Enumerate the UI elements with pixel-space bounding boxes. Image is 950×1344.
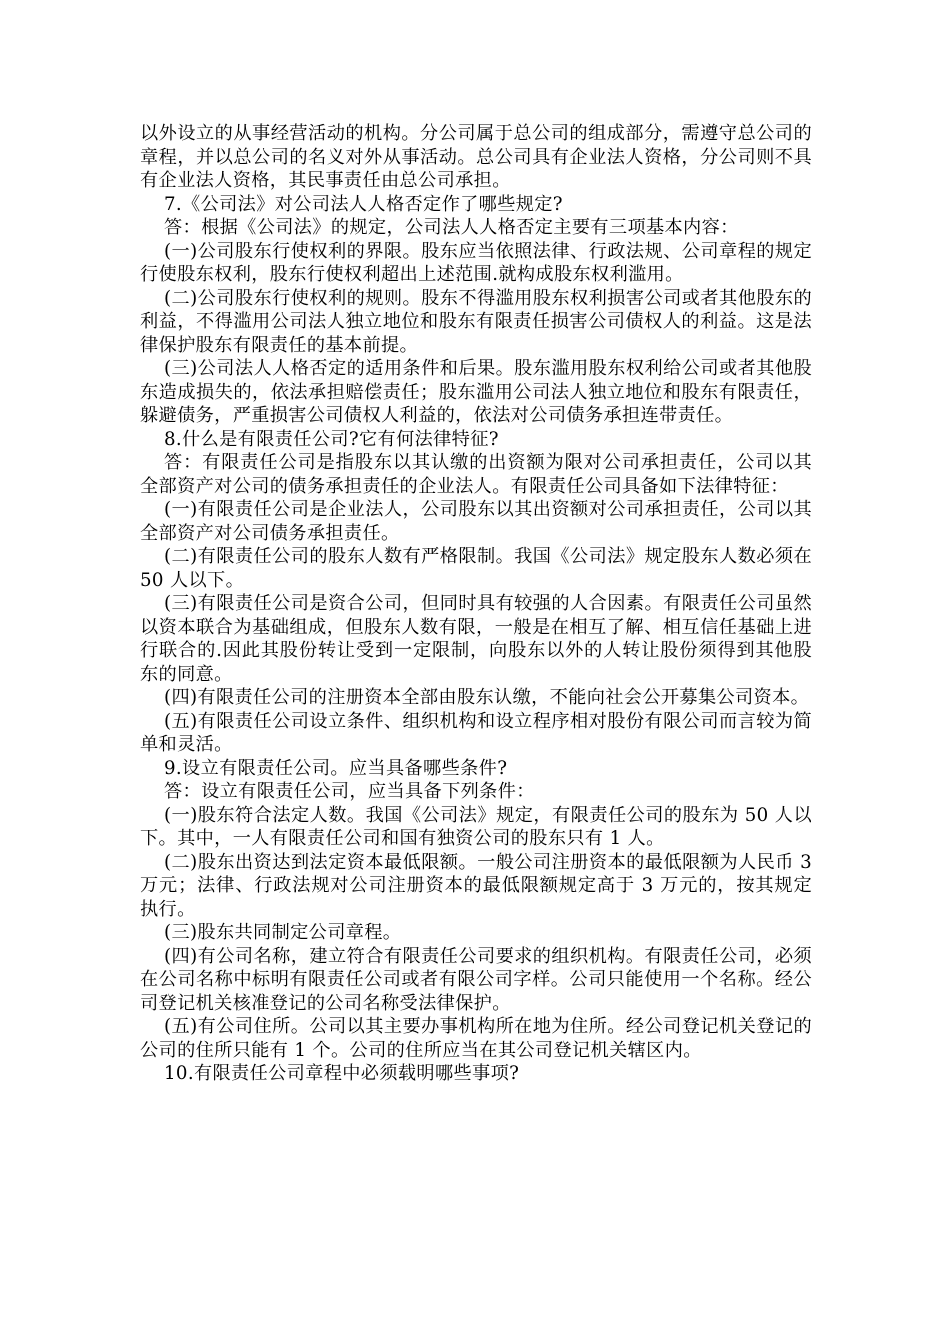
question-9: 9.设立有限责任公司。应当具备哪些条件? xyxy=(164,757,508,779)
answer-9-item-5: (五)有公司住所。公司以其主要办事机构所在地为住所。经公司登记机关登记的公司的住所只能有 1 个。公司的住所应当在其公司登记机关辖区内。 xyxy=(140,1016,812,1061)
answer-9-item-3: (三)股东共同制定公司章程。 xyxy=(164,922,402,943)
answer-9-item-4: (四)有公司名称，建立符合有限责任公司要求的组织机构。有限责任公司，必须在公司名称中标明有限责任公司或者有限公司字样。公司只能使用一个名称。经公司登记机关核准登记的公司名称受法律保护。 xyxy=(140,945,812,1014)
answer-7-item-1: (一)公司股东行使权利的界限。股东应当依照法律、行政法规、公司章程的规定行使股东权利，股东行使权利超出上述范围.就构成股东权利滥用。 xyxy=(140,240,812,285)
paragraph-continuation: 以外设立的从事经营活动的机构。分公司属于总公司的组成部分，需遵守总公司的章程，并以总公司的名义对外从事活动。总公司具有企业法人资格，分公司则不具有企业法人资格，其民事责任由总公司承担。 xyxy=(140,123,812,191)
question-10: 10.有限责任公司章程中必须载明哪些事项? xyxy=(164,1063,520,1084)
answer-8-item-3: (三)有限责任公司是资合公司，但同时具有较强的人合因素。有限责任公司虽然以资本联合为基础组成，但股东人数有限，一般是在相互了解、相互信任基础上进行联合的.因此其股份转让受到一定限制，向股东以外的人转让股份须得到其他股东的同意。 xyxy=(140,593,812,685)
answer-9-item-2: (二)股东出资达到法定资本最低限额。一般公司注册资本的最低限额为人民币 3 万元；法律、行政法规对公司注册资本的最低限额规定高于 3 万元的，按其规定执行。 xyxy=(140,851,812,920)
answer-7-intro: 答：根据《公司法》的规定，公司法人人格否定主要有三项基本内容： xyxy=(164,217,739,238)
question-7: 7.《公司法》对公司法人人格否定作了哪些规定? xyxy=(164,193,563,215)
answer-8-item-2: (二)有限责任公司的股东人数有严格限制。我国《公司法》规定股东人数必须在 50 人以下。 xyxy=(140,546,812,591)
answer-8-item-1: (一)有限责任公司是企业法人，公司股东以其出资额对公司承担责任，公司以其全部资产对公司债务承担责任。 xyxy=(140,499,812,544)
answer-9-intro: 答：设立有限责任公司，应当具备下列条件： xyxy=(164,781,535,802)
answer-9-item-1: (一)股东符合法定人数。我国《公司法》规定，有限责任公司的股东为 50 人以下。其中，一人有限责任公司和国有独资公司的股东只有 1 人。 xyxy=(140,804,812,849)
answer-8-item-4: (四)有限责任公司的注册资本全部由股东认缴，不能向社会公开募集公司资本。 xyxy=(164,687,810,708)
answer-8-item-5: (五)有限责任公司设立条件、组织机构和设立程序相对股份有限公司而言较为简单和灵活。 xyxy=(140,710,812,755)
answer-7-item-2: (二)公司股东行使权利的规则。股东不得滥用股东权利损害公司或者其他股东的利益，不得滥用公司法人独立地位和股东有限责任损害公司债权人的利益。这是法律保护股东有限责任的基本前提。 xyxy=(140,287,812,356)
question-8: 8.什么是有限责任公司?它有何法律特征? xyxy=(164,428,499,450)
answer-8-intro: 答：有限责任公司是指股东以其认缴的出资额为限对公司承担责任，公司以其全部资产对公司的债务承担责任的企业法人。有限责任公司具备如下法律特征： xyxy=(140,452,812,497)
answer-7-item-3: (三)公司法人人格否定的适用条件和后果。股东滥用股东权利给公司或者其他股东造成损失的，依法承担赔偿责任；股东滥用公司法人独立地位和股东有限责任，躲避债务，严重损害公司债权人利益的，依法对公司债务承担连带责任。 xyxy=(140,358,812,426)
document-page xyxy=(140,122,812,1086)
